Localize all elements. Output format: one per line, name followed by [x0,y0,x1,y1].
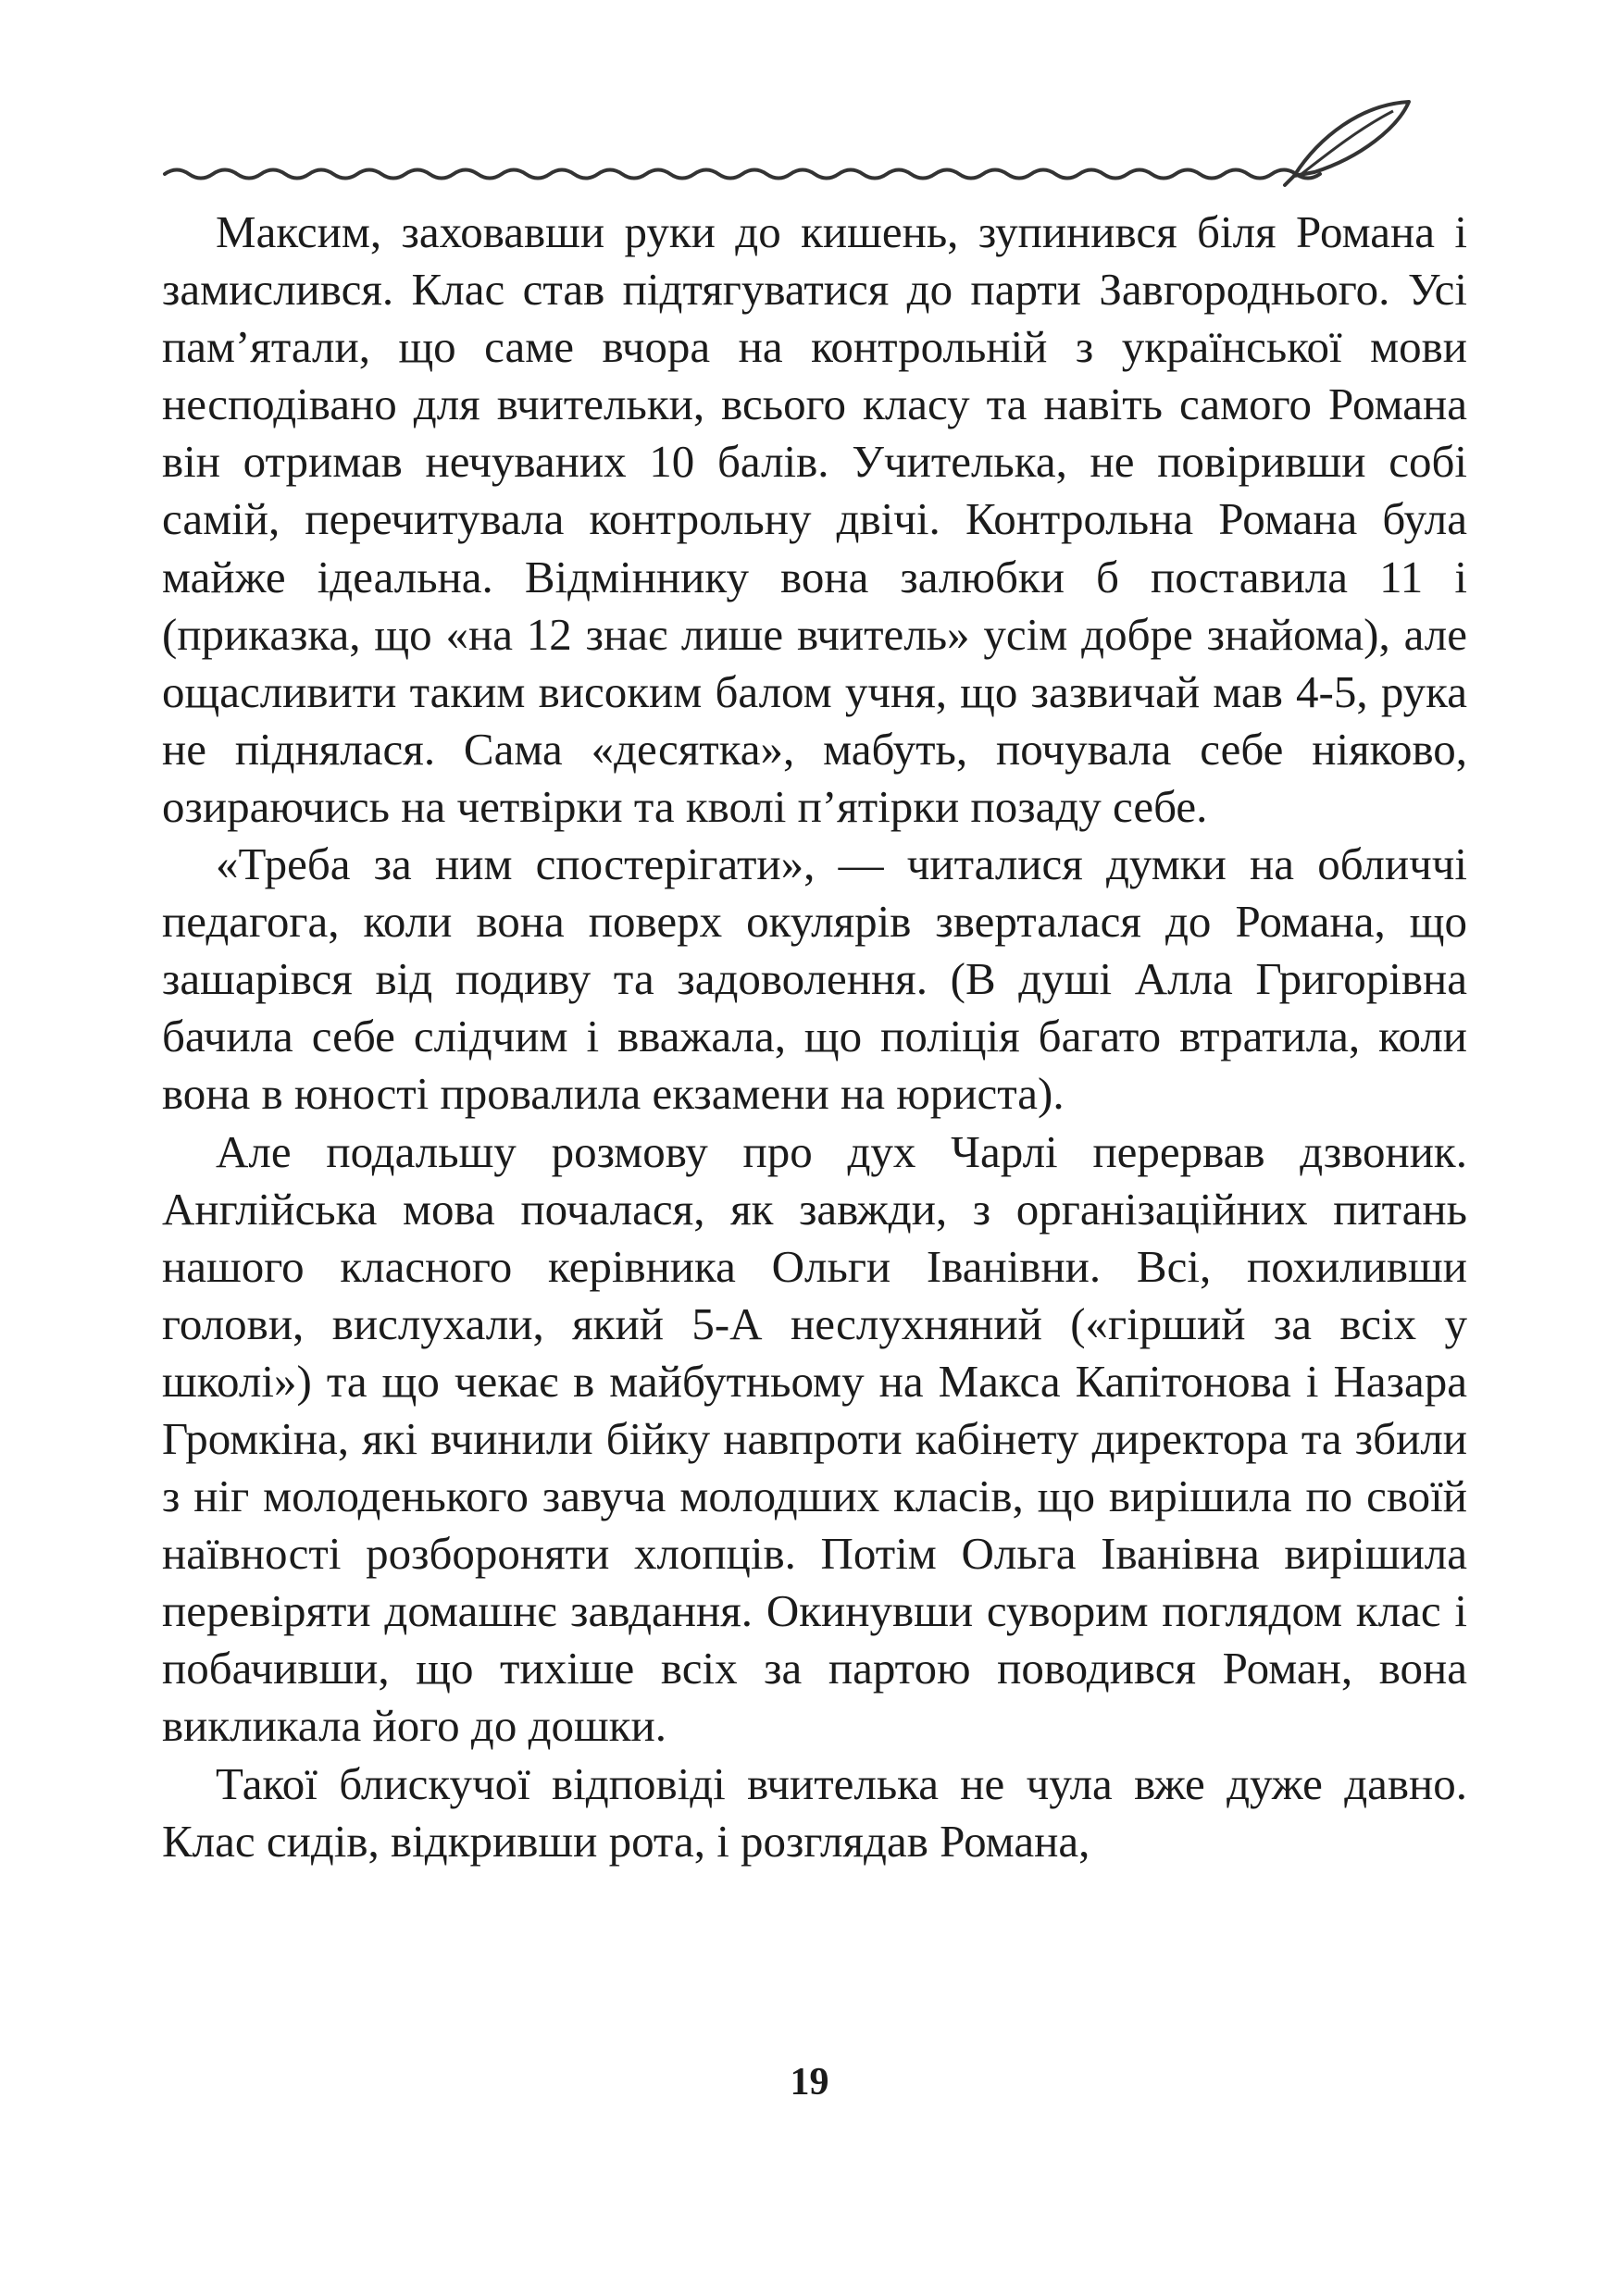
page-number: 19 [790,2061,829,2104]
feather-quill-icon [1285,102,1409,185]
paragraph-4: Такої блискучої відповіді вчителька не чула вже дуже давно. Клас сидів, відкривши рота, і розглядав Романа, [162,1757,1467,1867]
paragraph-3: Але подальшу розмову про дух Чарлі перервав дзвоник. Англійська мова почалася, як завжди, з організаційних питань нашого класного керівника Ольги Іванівни. Всі, похиливши голови, вислухали, який 5-А неслухняний («гірший за всіх у школі») та що чекає в майбутньому на Макса Капітонова і Назара Громкіна, які вчинили бійку навпроти кабінету директора та збили з ніг молоденького завуча молодших класів, що вирішила по своїй наївності розбороняти хлопців. Потім Ольга Іванівна вирішила перевіряти домашнє завдання. Окинувши суворим поглядом клас і побачивши, що тихіше всіх за партою поводився Роман, вона викликала його до дошки. [162,1125,1467,1752]
main-text [162,204,1467,1870]
paragraph-2: «Треба за ним спостерігати», — читалися думки на обличчі педагога, коли вона поверх окулярів зверталася до Романа, що зашарівся від подиву та задоволення. (В душі Алла Григорівна бачила себе слідчим і вважала, що поліція багато втратила, коли вона в юності провалила екзамени на юриста). [162,838,1467,1120]
paragraph-1: Максим, заховавши руки до кишень, зупинився біля Романа і замислився. Клас став підтягуватися до парти Завгороднього. Усі пам’ятали, що саме вчора на контрольній з української мови несподівано для вчительки, всього класу та навіть самого Романа він отримав нечуваних 10 балів. Учителька, не повіривши собі самій, перечитувала контрольну двічі. Контрольна Романа була майже ідеальна. Відміннику вона залюбки б поставила 11 і (приказка, що «на 12 знає лише вчитель» усім добре знайома), але ощасливити таким високим балом учня, що зазвичай мав 4-5, рука не піднялася. Сама «десятка», мабуть, почувала себе ніяково, озираючись на четвірки та кволі п’ятірки позаду себе. [162,206,1467,832]
wavy-line-ornament [157,100,1481,192]
